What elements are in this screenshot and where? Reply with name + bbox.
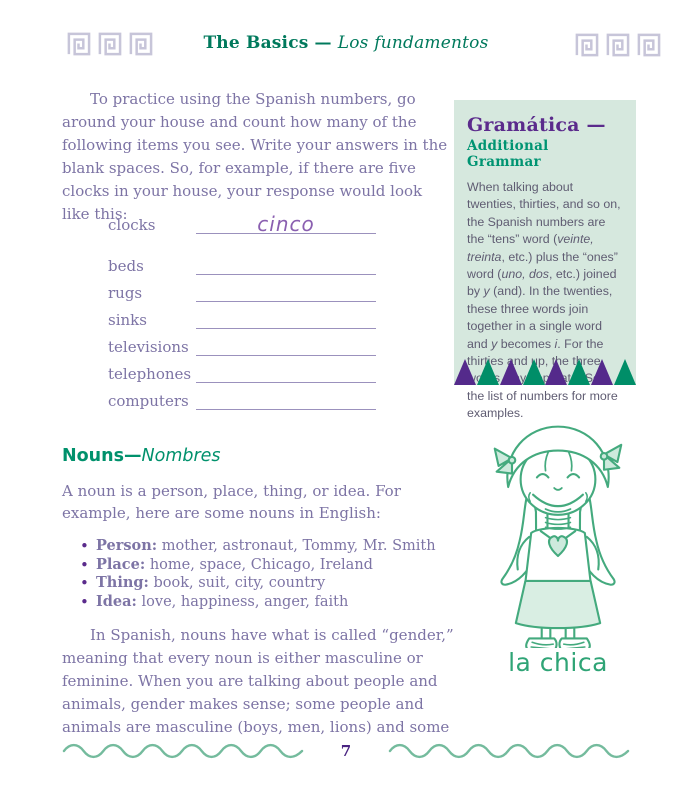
answer-blank[interactable] [196,325,376,329]
girl-drawing [467,418,649,648]
answer-blank[interactable] [196,298,376,302]
triangle-icon [500,359,522,385]
triangle-icon [568,359,590,385]
triangle-icon [454,359,476,385]
answer-blank[interactable] [196,352,376,356]
grammar-sidebar [454,100,636,421]
item-label: rugs [108,284,143,302]
item-label: televisions [108,338,189,356]
practice-row [108,275,376,302]
list-item: • Person: mother, astronaut, Tommy, Mr. Smith [96,537,454,556]
handwritten-answer: cinco [257,212,315,236]
item-label: clocks [108,216,156,234]
practice-row [108,302,376,329]
intro-paragraph: To practice using the Spanish numbers, go around your house and count how many of the following items you see. Write your answers in the blank spaces. So, for example, if there are five clocks in your house, your response would look like this: [62,90,448,223]
list-item: • Idea: love, happiness, anger, faith [96,593,454,612]
girl-illustration [460,418,656,677]
wave-divider-left [61,740,305,762]
nouns-section [62,446,454,739]
noun-examples-list [62,537,454,611]
greek-key-icon [574,32,599,57]
item-label: beds [108,257,144,275]
practice-row [108,383,376,410]
grammar-title: Gramática — [467,114,606,136]
practice-row [108,329,376,356]
greek-key-icon [636,32,661,57]
triangle-icon [477,359,499,385]
nouns-heading-english: Nouns [62,446,125,466]
answer-blank[interactable] [196,271,376,275]
gender-paragraph: In Spanish, nouns have what is called “gender,” meaning that every noun is either masculine or feminine. When you are talking about people and animals, gender makes sense; some people and animals are masculine (boys, men, lions) and some [62,626,454,736]
triangle-icon [614,359,636,385]
wave-divider-right [387,740,631,762]
page-title-dash: — [314,33,332,53]
nouns-intro-paragraph: A noun is a person, place, thing, or idea. For example, here are some nouns in English: [62,482,401,522]
nouns-heading-spanish: Nombres [141,446,221,466]
list-item: • Place: home, space, Chicago, Ireland [96,556,454,575]
item-label: computers [108,392,189,410]
triangle-icon [591,359,613,385]
greek-key-icon [605,32,630,57]
answer-blank[interactable] [196,212,376,234]
nouns-heading-dash: — [124,446,142,466]
item-label: sinks [108,311,147,329]
greek-key-ornaments-right [574,32,661,57]
triangle-border [454,359,636,385]
practice-list [108,202,376,410]
illustration-caption: la chica [508,648,608,677]
grammar-subtitle: Additional Grammar [467,138,549,170]
page-footer [48,740,644,762]
list-item: • Thing: book, suit, city, country [96,574,454,593]
triangle-icon [523,359,545,385]
page-number: 7 [340,742,352,760]
grammar-body: When talking about twenties, thirties, and so on, the Spanish numbers are the “tens” word (veinte, treinta, etc.) plus the “ones” word (uno, dos, etc.) joined by y (and). In the twenties, these three words join together in a single word and y becomes i. For the thirties and up, the three words stay separate. See the list of numbers for more examples. [467,180,621,421]
page-title-spanish: Los fundamentos [337,33,489,53]
triangle-icon [545,359,567,385]
nouns-heading [62,446,454,466]
practice-row [108,202,376,234]
page-title-english: The Basics [203,33,309,53]
answer-blank[interactable] [196,406,376,410]
practice-row [108,356,376,383]
practice-row [108,248,376,275]
answer-blank[interactable] [196,379,376,383]
item-label: telephones [108,365,192,383]
